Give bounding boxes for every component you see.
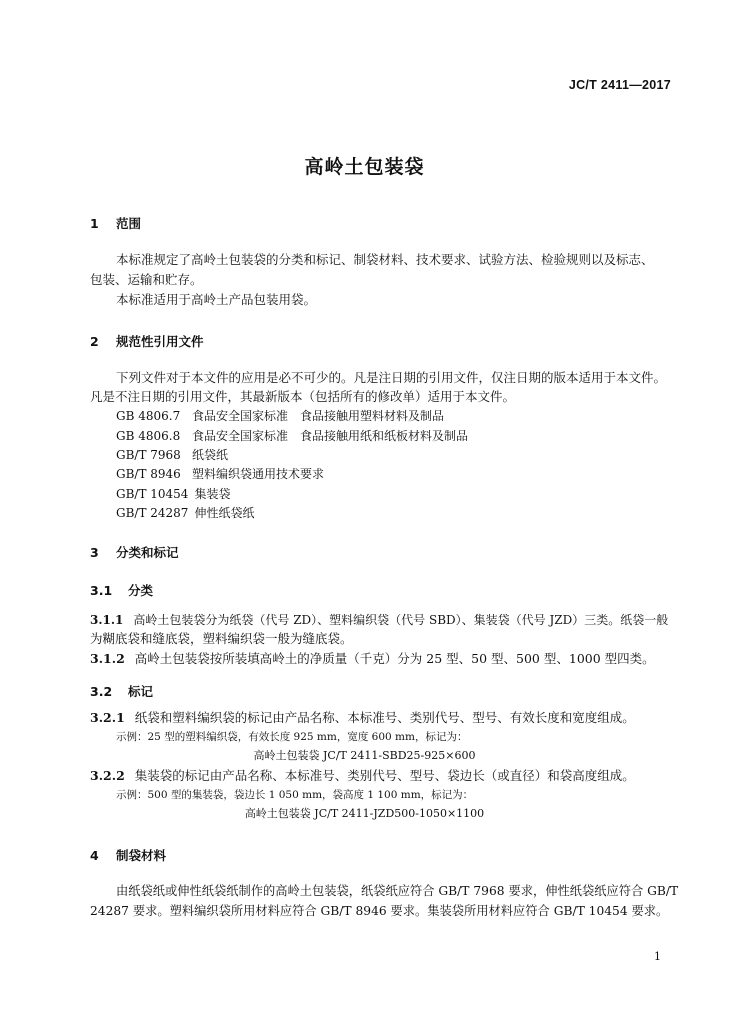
subsection-title: 标记 (128, 684, 154, 699)
refs-intro-line-2: 凡是不注日期的引用文件，其最新版本（包括所有的修改单）适用于本文件。 (90, 389, 516, 404)
ref-item (116, 446, 228, 463)
ref-name: 塑料编织袋通用技术要求 (192, 467, 325, 481)
ref-code: GB/T 8946 (116, 467, 181, 481)
section-title: 分类和标记 (116, 545, 179, 560)
section-number: 1 (90, 216, 99, 231)
subsection-number: 3.1 (90, 583, 113, 598)
marking-example-1: 高岭土包装袋 JC/T 2411-SBD25-925×600 (253, 749, 476, 762)
section-number: 4 (90, 848, 99, 863)
scope-para-1-line-2: 包装、运输和贮存。 (90, 272, 203, 287)
clause-number: 3.1.2 (90, 651, 125, 666)
ref-item (116, 407, 444, 424)
ref-code: GB/T 7968 (116, 448, 181, 462)
section-title: 规范性引用文件 (116, 334, 204, 349)
document-title: 高岭土包装袋 (304, 156, 425, 178)
ref-item (116, 504, 254, 521)
section-3-heading (90, 543, 179, 561)
materials-line-1: 由纸袋纸或伸性纸袋纸制作的高岭土包装袋，纸袋纸应符合 GB/T 7968 要求，伸性纸袋纸应符合 GB/T (116, 884, 679, 898)
section-title: 范围 (116, 216, 142, 231)
scope-para-1-line-1: 本标准规定了高岭土包装袋的分类和标记、制袋材料、技术要求、试验方法、检验规则以及标志、 (116, 252, 654, 267)
section-1-heading (90, 214, 141, 232)
ref-name: 食品安全国家标准 食品接触用塑料材料及制品 (192, 409, 445, 423)
section-2-heading (90, 332, 204, 350)
example-1: 示例：25 型的塑料编织袋，有效长度 925 mm，宽度 600 mm，标记为： (116, 731, 468, 743)
subsection-3-1-heading (90, 581, 153, 599)
standard-code: JC/T 2411—2017 (568, 78, 671, 92)
page-number: 1 (654, 950, 661, 963)
ref-name: 纸袋纸 (192, 448, 229, 462)
subsection-title: 分类 (128, 583, 154, 598)
section-title: 制袋材料 (116, 848, 167, 863)
ref-item (116, 427, 468, 444)
materials-line-2: 24287 要求。塑料编织袋所用材料应符合 GB/T 8946 要求。集装袋所用材料应符合 GB/T 10454 要求。 (90, 904, 669, 918)
clause-3-1-1-line-1 (90, 610, 668, 630)
clause-3-1-1-line-2: 为糊底袋和缝底袋，塑料编织袋一般为缝底袋。 (90, 631, 353, 646)
ref-item (116, 485, 230, 502)
clause-3-2-2 (90, 766, 635, 786)
ref-name: 集装袋 (194, 487, 231, 501)
example-2: 示例：500 型的集装袋，袋边长 1 050 mm，袋高度 1 100 mm，标记为： (116, 789, 474, 801)
clause-3-1-2 (90, 649, 655, 669)
marking-example-2: 高岭土包装袋 JC/T 2411-JZD500-1050×1100 (244, 807, 485, 820)
clause-text: 纸袋和塑料编织袋的标记由产品名称、本标准号、类别代号、型号、有效长度和宽度组成。 (134, 710, 635, 725)
ref-code: GB/T 10454 (116, 487, 189, 501)
clause-text: 集装袋的标记由产品名称、本标准号、类别代号、型号、袋边长（或直径）和袋高度组成。 (134, 768, 635, 783)
refs-intro-line-1: 下列文件对于本文件的应用是必不可少的。凡是注日期的引用文件，仅注日期的版本适用于本文件。 (116, 370, 667, 385)
section-number: 2 (90, 334, 99, 349)
clause-text: 高岭土包装袋分为纸袋（代号 ZD）、塑料编织袋（代号 SBD）、集装袋（代号 JZD）三类。纸袋一般 (133, 613, 669, 627)
ref-code: GB/T 24287 (116, 506, 189, 520)
clause-text: 高岭土包装袋按所装填高岭土的净质量（千克）分为 25 型、50 型、500 型、1000 型四类。 (134, 651, 655, 666)
ref-code: GB 4806.8 (116, 429, 181, 443)
clause-3-2-1 (90, 708, 635, 728)
clause-number: 3.2.1 (90, 710, 125, 725)
section-4-heading (90, 846, 166, 864)
ref-name: 伸性纸袋纸 (194, 506, 255, 520)
ref-item (116, 465, 324, 482)
section-number: 3 (90, 545, 99, 560)
subsection-number: 3.2 (90, 684, 113, 699)
ref-code: GB 4806.7 (116, 409, 181, 423)
ref-name: 食品安全国家标准 食品接触用纸和纸板材料及制品 (192, 429, 469, 443)
scope-para-2: 本标准适用于高岭土产品包装用袋。 (116, 292, 317, 307)
clause-number: 3.1.1 (90, 613, 124, 627)
subsection-3-2-heading (90, 682, 153, 700)
clause-number: 3.2.2 (90, 768, 125, 783)
